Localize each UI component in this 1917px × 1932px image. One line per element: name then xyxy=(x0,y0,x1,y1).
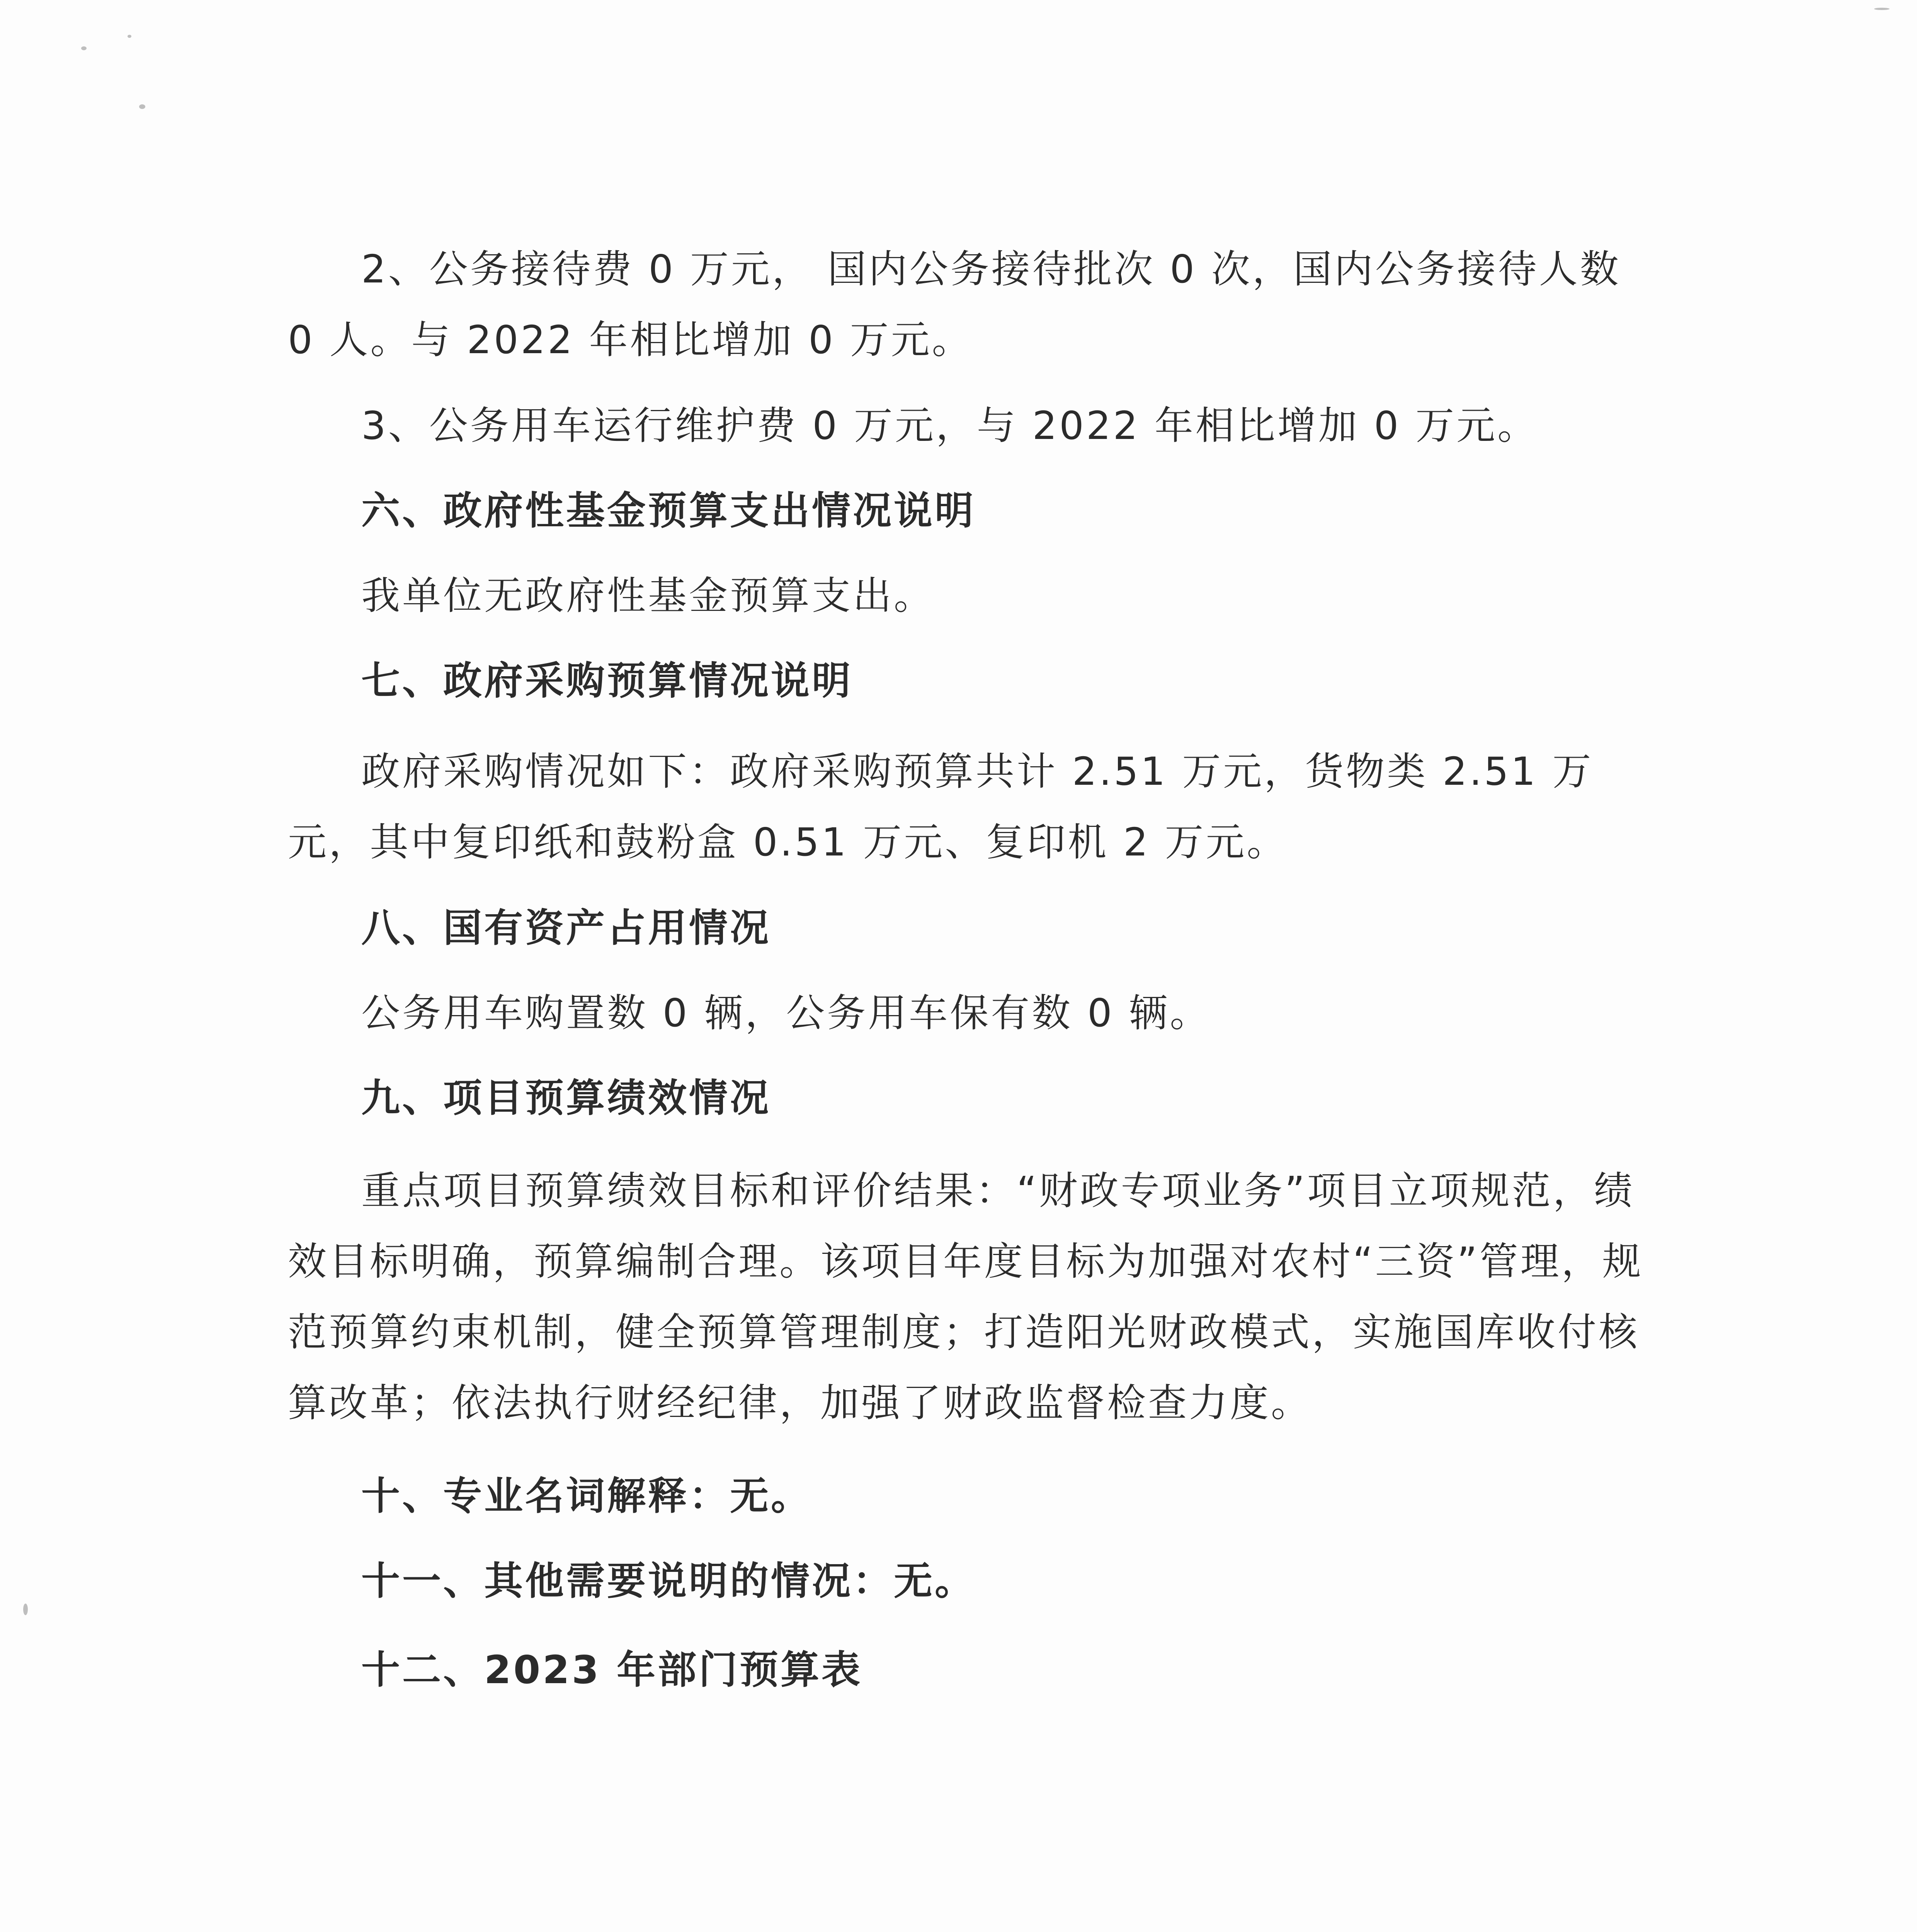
section-heading-10: 十、专业名词解释：无。 xyxy=(361,1473,812,1519)
paragraph-performance: 重点项目预算绩效目标和评价结果：“财政专项业务”项目立项规范，绩效目标明确，预算编制合理。该项目年度目标为加强对农村“三资”管理，规范预算约束机制，健全预算管理制度；打造阳光财政模式，实施国库收付核算改革；依法执行财经纪律，加强了财政监督检查力度。 xyxy=(288,1168,1643,1425)
section-heading-9: 九、项目预算绩效情况 xyxy=(361,1075,771,1121)
paragraph-fund-budget: 我单位无政府性基金预算支出。 xyxy=(361,573,935,618)
scan-speck xyxy=(139,104,145,109)
paragraph-state-assets: 公务用车购置数 0 辆，公务用车保有数 0 辆。 xyxy=(361,990,1211,1036)
scan-speck xyxy=(23,1604,28,1615)
scan-speck xyxy=(128,35,131,38)
scan-speck xyxy=(81,46,87,50)
paragraph-vehicle-maintenance: 3、公务用车运行维护费 0 万元，与 2022 年相比增加 0 万元。 xyxy=(361,403,1539,448)
section-heading-6: 六、政府性基金预算支出情况说明 xyxy=(361,488,976,533)
paragraph-reception-expense: 2、公务接待费 0 万元， 国内公务接待批次 0 次，国内公务接待人数 0 人。与 2022 年相比增加 0 万元。 xyxy=(288,247,1621,362)
scan-speck xyxy=(1874,8,1890,10)
section-heading-11: 十一、其他需要说明的情况：无。 xyxy=(361,1558,976,1604)
section-heading-12: 十二、2023 年部门预算表 xyxy=(361,1647,863,1692)
section-heading-8: 八、国有资产占用情况 xyxy=(361,905,771,951)
section-heading-7: 七、政府采购预算情况说明 xyxy=(361,658,853,703)
paragraph-procurement: 政府采购情况如下：政府采购预算共计 2.51 万元，货物类 2.51 万元，其中复印纸和鼓粉盒 0.51 万元、复印机 2 万元。 xyxy=(288,749,1594,865)
